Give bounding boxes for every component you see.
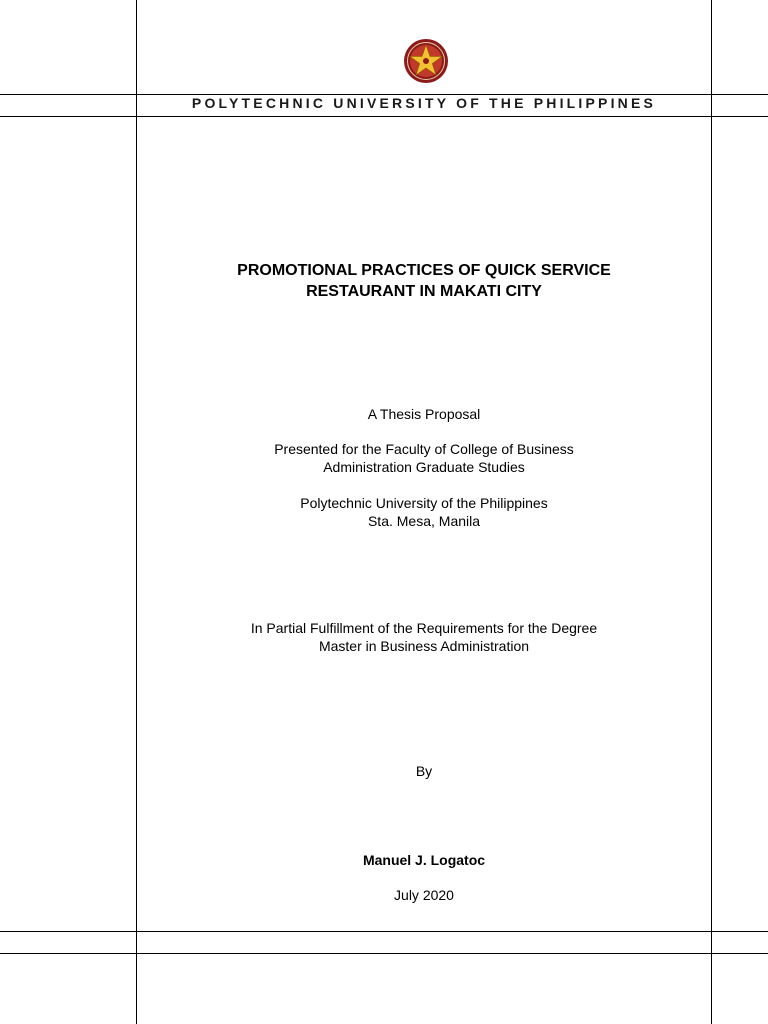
proposal-type: A Thesis Proposal bbox=[367, 406, 481, 422]
author-name: Manuel J. Logatoc bbox=[362, 852, 486, 868]
fulfillment-line-1: In Partial Fulfillment of the Requirements for the Degree bbox=[250, 620, 598, 636]
header-bottom-rule bbox=[0, 116, 768, 117]
university-seal-icon bbox=[403, 38, 449, 84]
school-line-2: Sta. Mesa, Manila bbox=[367, 513, 481, 529]
presented-line-1: Presented for the Faculty of College of Business bbox=[274, 441, 574, 457]
fulfillment-line-2: Master in Business Administration bbox=[318, 638, 530, 654]
by-label: By bbox=[415, 763, 433, 779]
thesis-title bbox=[136, 260, 712, 302]
presented-line-2: Administration Graduate Studies bbox=[323, 459, 525, 475]
thesis-title-line-2: RESTAURANT IN MAKATI CITY bbox=[306, 283, 542, 300]
school-line-1: Polytechnic University of the Philippines bbox=[300, 495, 548, 511]
footer-top-rule bbox=[0, 931, 768, 932]
footer-bottom-rule bbox=[0, 953, 768, 954]
university-header: POLYTECHNIC UNIVERSITY OF THE PHILIPPINES bbox=[191, 95, 657, 111]
submission-date: July 2020 bbox=[394, 887, 454, 903]
thesis-title-line-1: PROMOTIONAL PRACTICES OF QUICK SERVICE bbox=[237, 262, 611, 279]
